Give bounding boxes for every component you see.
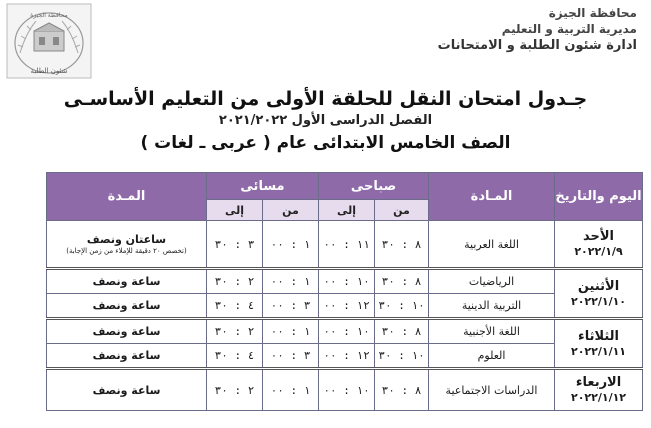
header-morning-to: إلى bbox=[319, 200, 375, 221]
duration-cell: ساعة ونصف bbox=[47, 294, 207, 319]
day-name: الأثنين bbox=[577, 278, 620, 294]
morning-to: ١١ : ٠٠ bbox=[319, 221, 375, 269]
table-row bbox=[47, 221, 643, 269]
day-name: الثلاثاء bbox=[578, 328, 619, 344]
evening-from: ١ : ٠٠ bbox=[263, 369, 319, 411]
header-evening-from: من bbox=[263, 200, 319, 221]
subject-cell: العلوم bbox=[429, 344, 555, 369]
morning-from: ٨ : ٣٠ bbox=[375, 221, 429, 269]
day-date: ٢٠٢٢/١/٩ bbox=[574, 245, 623, 258]
morning-to: ١٠ : ٠٠ bbox=[319, 369, 375, 411]
evening-to: ٣ : ٣٠ bbox=[207, 221, 263, 269]
subject-cell: التربية الدينية bbox=[429, 294, 555, 319]
morning-to: ١٢ : ٠٠ bbox=[319, 344, 375, 369]
header-morning-from: من bbox=[375, 200, 429, 221]
duration-cell: ساعة ونصف bbox=[47, 319, 207, 344]
morning-from: ٨ : ٣٠ bbox=[375, 269, 429, 294]
duration-cell: ساعة ونصف bbox=[47, 344, 207, 369]
evening-to: ٤ : ٣٠ bbox=[207, 294, 263, 319]
exam-schedule-table bbox=[46, 172, 643, 411]
morning-from: ١٠ : ٣٠ bbox=[375, 294, 429, 319]
page-title: جـدول امتحان النقل للحلقة الأولى من التعليم الأساسـى bbox=[63, 88, 588, 110]
day-name: الاربعاء bbox=[575, 375, 622, 390]
evening-from: ٣ : ٠٠ bbox=[263, 294, 319, 319]
svg-text:شئون الطلبة: شئون الطلبة bbox=[30, 67, 68, 75]
header-morning: صباحى bbox=[319, 173, 429, 200]
governorate-name: محافظة الجيزة bbox=[548, 6, 637, 20]
duration-cell: ساعة ونصف bbox=[47, 369, 207, 411]
subject-cell: اللغة العربية bbox=[429, 221, 555, 269]
morning-from: ١٠ : ٣٠ bbox=[375, 344, 429, 369]
morning-from: ٨ : ٣٠ bbox=[375, 319, 429, 344]
day-date: ٢٠٢٢/١/١٠ bbox=[570, 294, 627, 308]
day-name: الأحد bbox=[583, 229, 615, 244]
directorate-name: مديرية التربية و التعليم bbox=[501, 22, 637, 36]
header-day: اليوم والتاريخ bbox=[555, 173, 643, 221]
header-subject: المـادة bbox=[429, 173, 555, 221]
table-row bbox=[47, 319, 643, 344]
evening-from: ١ : ٠٠ bbox=[263, 221, 319, 269]
duration-cell: ساعة ونصف bbox=[47, 269, 207, 294]
duration-cell bbox=[47, 221, 207, 269]
evening-from: ١ : ٠٠ bbox=[263, 319, 319, 344]
morning-from: ٨ : ٣٠ bbox=[375, 369, 429, 411]
evening-to: ٢ : ٣٠ bbox=[207, 319, 263, 344]
day-date: ٢٠٢٢/١/١١ bbox=[570, 344, 627, 358]
duration-text: ساعتان ونصف bbox=[86, 233, 167, 246]
evening-from: ١ : ٠٠ bbox=[263, 269, 319, 294]
directorate-logo bbox=[6, 3, 92, 79]
day-cell bbox=[555, 269, 643, 319]
header-duration: المـدة bbox=[47, 173, 207, 221]
morning-to: ١٢ : ٠٠ bbox=[319, 294, 375, 319]
header-evening-to: إلى bbox=[207, 200, 263, 221]
evening-to: ٢ : ٣٠ bbox=[207, 269, 263, 294]
day-cell bbox=[555, 221, 643, 269]
morning-to: ١٠ : ٠٠ bbox=[319, 319, 375, 344]
grade-subtitle: الصف الخامس الابتدائى عام ( عربى ـ لغات ) bbox=[140, 133, 511, 153]
term-subtitle: الفصل الدراسى الأول ٢٠٢١/٢٠٢٢ bbox=[218, 113, 433, 128]
table-row bbox=[47, 294, 643, 319]
day-cell bbox=[555, 369, 643, 411]
department-name: ادارة شئون الطلبة و الامتحانات bbox=[437, 38, 637, 53]
table-row bbox=[47, 269, 643, 294]
day-date: ٢٠٢٢/١/١٢ bbox=[570, 391, 627, 404]
evening-from: ٣ : ٠٠ bbox=[263, 344, 319, 369]
day-cell bbox=[555, 319, 643, 369]
evening-to: ٢ : ٣٠ bbox=[207, 369, 263, 411]
header-evening: مسائى bbox=[207, 173, 319, 200]
duration-note: (تخصص ٢٠ دقيقة للإملاء من زمن الإجابة) bbox=[66, 247, 187, 255]
evening-to: ٤ : ٣٠ bbox=[207, 344, 263, 369]
svg-text:محافظة الجيزة: محافظة الجيزة bbox=[30, 12, 68, 19]
subject-cell: الدراسات الاجتماعية bbox=[429, 369, 555, 411]
morning-to: ١٠ : ٠٠ bbox=[319, 269, 375, 294]
subject-cell: الرياضيات bbox=[429, 269, 555, 294]
table-row bbox=[47, 369, 643, 411]
subject-cell: اللغة الأجنبية bbox=[429, 319, 555, 344]
table-row bbox=[47, 344, 643, 369]
